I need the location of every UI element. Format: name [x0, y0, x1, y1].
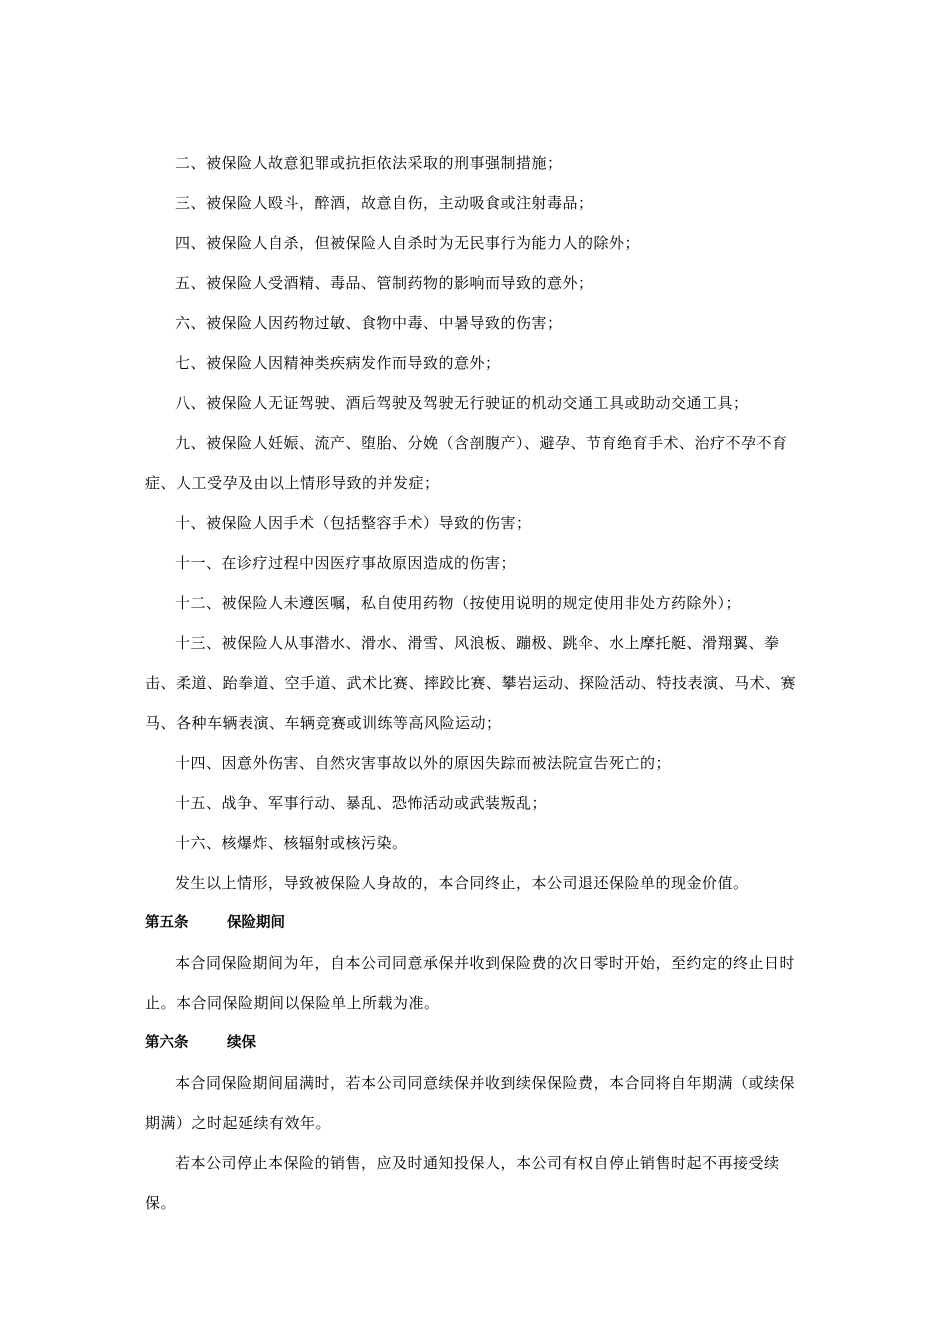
exclusion-item: 五、被保险人受酒精、毒品、管制药物的影响而导致的意外； — [175, 274, 594, 292]
exclusion-summary: 发生以上情形，导致被保险人身故的，本合同终止，本公司退还保险单的现金价值。 — [175, 874, 749, 892]
exclusion-item: 三、被保险人殴斗，醉酒，故意自伤，主动吸食或注射毒品； — [175, 194, 594, 212]
document-body — [145, 143, 807, 1223]
exclusion-item: 六、被保险人因药物过敏、食物中毒、中暑导致的伤害； — [175, 314, 563, 332]
article-5-paragraph: 本合同保险期间为年，自本公司同意承保并收到保险费的次日零时开始，至约定的终止日时止。本合同保险期间以保险单上所载为准。 — [145, 954, 796, 1012]
article-5-number: 第五条 — [145, 915, 189, 931]
exclusion-item: 十四、因意外伤害、自然灾害事故以外的原因失踪而被法院宣告死亡的； — [175, 754, 672, 772]
exclusion-item: 四、被保险人自杀，但被保险人自杀时为无民事行为能力人的除外； — [175, 234, 641, 252]
article-5-title: 保险期间 — [227, 915, 285, 931]
article-6-heading — [145, 1023, 807, 1063]
exclusion-item: 十、被保险人因手术（包括整容手术）导致的伤害； — [175, 514, 532, 532]
exclusion-item: 九、被保险人妊娠、流产、堕胎、分娩（含剖腹产）、避孕、节育绝育手术、治疗不孕不育症、人工受孕及由以上情形导致的并发症； — [145, 434, 788, 492]
exclusion-item: 十二、被保险人未遵医嘱，私自使用药物（按使用说明的规定使用非处方药除外）； — [175, 594, 742, 612]
exclusion-item: 二、被保险人故意犯罪或抗拒依法采取的刑事强制措施； — [175, 154, 563, 172]
article-6-title: 续保 — [227, 1035, 256, 1051]
exclusion-item: 七、被保险人因精神类疾病发作而导致的意外； — [175, 354, 501, 372]
exclusion-item: 十三、被保险人从事潜水、滑水、滑雪、风浪板、蹦极、跳伞、水上摩托艇、滑翔翼、拳击、柔道、跆拳道、空手道、武术比赛、摔跤比赛、攀岩运动、探险活动、特技表演、马术、赛马、各种车辆表演、车辆竞赛或训练等高风险运动； — [145, 634, 797, 732]
exclusion-item: 八、被保险人无证驾驶、酒后驾驶及驾驶无行驶证的机动交通工具或助动交通工具； — [175, 394, 749, 412]
article-6-paragraph: 若本公司停止本保险的销售，应及时通知投保人，本公司有权自停止销售时起不再接受续保。 — [145, 1154, 780, 1212]
exclusion-item: 十五、战争、军事行动、暴乱、恐怖活动或武装叛乱； — [175, 794, 548, 812]
article-6-number: 第六条 — [145, 1035, 189, 1051]
article-5-heading — [145, 903, 807, 943]
exclusion-item: 十六、核爆炸、核辐射或核污染。 — [175, 834, 408, 852]
exclusion-item: 十一、在诊疗过程中因医疗事故原因造成的伤害； — [175, 554, 517, 572]
article-6-paragraph: 本合同保险期间届满时，若本公司同意续保并收到续保保险费，本合同将自年期满（或续保期满）之时起延续有效年。 — [145, 1074, 796, 1132]
